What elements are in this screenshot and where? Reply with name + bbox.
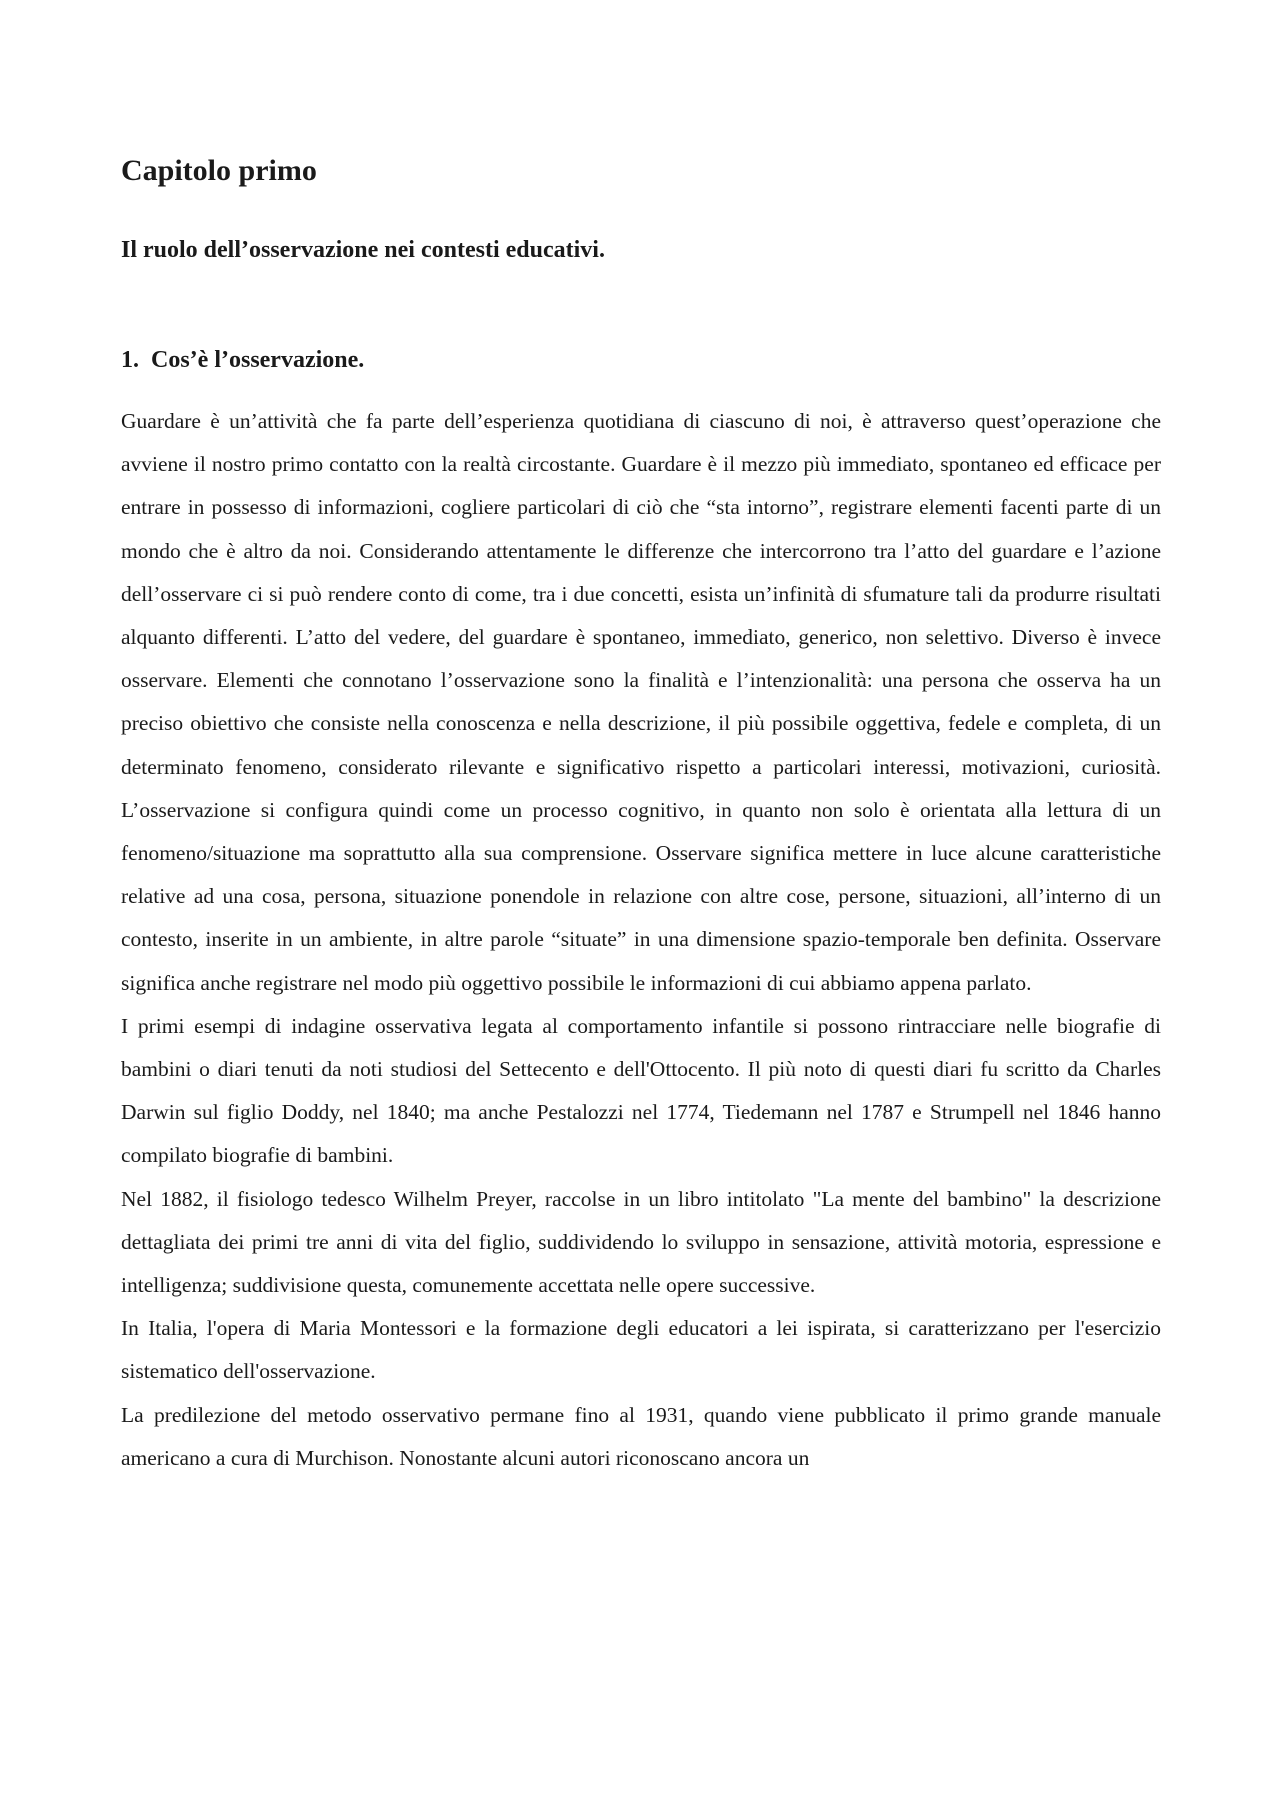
section-heading <box>121 343 364 377</box>
body-text <box>121 400 1161 1480</box>
section-number: 1. <box>121 347 139 373</box>
paragraph: Guardare è un’attività che fa parte dell’esperienza quotidiana di ciascuno di noi, è attraverso quest’operazione che avviene il nostro primo contatto con la realtà circostante. Guardare è il mezzo più immediato, spontaneo ed efficace per entrare in possesso di informazioni, cogliere particolari di ciò che “sta intorno”, registrare elementi facenti parte di un mondo che è altro da noi. Considerando attentamente le differenze che intercorrono tra l’atto del guardare e l’azione dell’osservare ci si può rendere conto di come, tra i due concetti, esista un’infinità di sfumature tali da produrre risultati alquanto differenti. L’atto del vedere, del guardare è spontaneo, immediato, generico, non selettivo. Diverso è invece osservare. Elementi che connotano l’osservazione sono la finalità e l’intenzionalità: una persona che osserva ha un preciso obiettivo che consiste nella conoscenza e nella descrizione, il più possibile oggettiva, fedele e completa, di un determinato fenomeno, considerato rilevante e significativo rispetto a particolari interessi, motivazioni, curiosità. L’osservazione si configura quindi come un processo cognitivo, in quanto non solo è orientata alla lettura di un fenomeno/situazione ma soprattutto alla sua comprensione. Osservare significa mettere in luce alcune caratteristiche relative ad una cosa, persona, situazione ponendole in relazione con altre cose, persone, situazioni, all’interno di un contesto, inserite in un ambiente, in altre parole “situate” in una dimensione spazio-temporale ben definita. Osservare significa anche registrare nel modo più oggettivo possibile le informazioni di cui abbiamo appena parlato. <box>121 409 1161 995</box>
paragraph: Nel 1882, il fisiologo tedesco Wilhelm Preyer, raccolse in un libro intitolato "La mente del bambino" la descrizione dettagliata dei primi tre anni di vita del figlio, suddividendo lo sviluppo in sensazione, attività motoria, espressione e intelligenza; suddivisione questa, comunemente accettata nelle opere successive. <box>121 1186 1161 1298</box>
paragraph: In Italia, l'opera di Maria Montessori e la formazione degli educatori a lei ispirata, si caratterizzano per l'esercizio sistematico dell'osservazione. <box>121 1316 1161 1384</box>
section-title: Cos’è l’osservazione. <box>151 347 365 373</box>
paragraph: La predilezione del metodo osservativo permane fino al 1931, quando viene pubblicato il primo grande manuale americano a cura di Murchison. Nonostante alcuni autori riconoscano ancora un <box>121 1402 1161 1470</box>
chapter-subtitle: Il ruolo dell’osservazione nei contesti educativi. <box>121 237 605 263</box>
page-content <box>121 150 1161 1470</box>
paragraph: I primi esempi di indagine osservativa legata al comportamento infantile si possono rintracciare nelle biografie di bambini o diari tenuti da noti studiosi del Settecento e dell'Ottocento. Il più noto di questi diari fu scritto da Charles Darwin sul figlio Doddy, nel 1840; ma anche Pestalozzi nel 1774, Tiedemann nel 1787 e Strumpell nel 1846 hanno compilato biografie di bambini. <box>121 1013 1161 1168</box>
chapter-title: Capitolo primo <box>121 154 317 187</box>
